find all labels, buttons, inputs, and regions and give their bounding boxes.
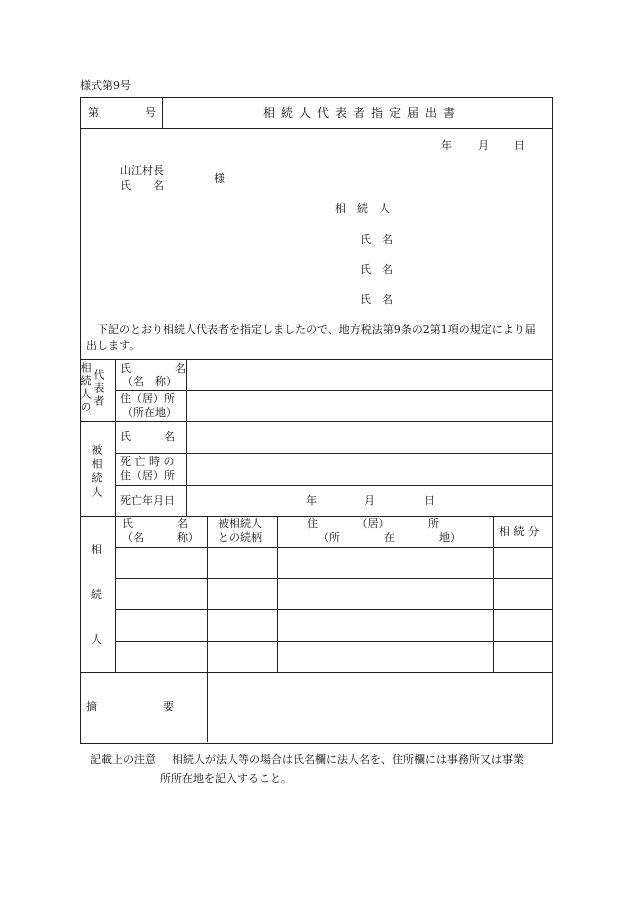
section-line-1 xyxy=(80,359,552,360)
heirs-header-address-2: （所 在 地） xyxy=(318,531,461,544)
section-line-4 xyxy=(80,672,552,673)
death-date-label: 死亡年月日 xyxy=(120,494,175,507)
header-go: 号 xyxy=(145,106,156,119)
note-line2: 所所在地を記入すること。 xyxy=(160,772,292,785)
deceased-name-label: 氏 名 xyxy=(120,430,175,443)
rep-label-col1: 相続人の xyxy=(79,362,92,414)
value-col-line xyxy=(186,359,187,516)
heirs-header-relation-1: 被相続人 xyxy=(218,517,262,530)
header-bottom-line xyxy=(80,128,552,129)
heirs-row-line-4 xyxy=(115,641,552,642)
submitter-name-2: 氏 名 xyxy=(360,263,393,276)
heirs-side-char-3: 人 xyxy=(91,633,102,646)
heirs-header-relation-2: との続柄 xyxy=(218,531,262,544)
date-year: 年 xyxy=(441,139,452,152)
heirs-header-address-1: 住 （居） 所 xyxy=(307,517,439,530)
rep-address-line1: 住（居）所 xyxy=(120,392,175,405)
date-day: 日 xyxy=(514,139,525,152)
addressee-sama: 様 xyxy=(214,172,225,185)
heirs-row-line-2 xyxy=(115,578,552,579)
deceased-address-line1: 死 亡 時 の xyxy=(120,455,175,468)
heirs-col-line-2 xyxy=(277,516,278,672)
rep-name-line1: 氏 名 xyxy=(120,362,186,375)
declaration-text: 下記のとおり相続人代表者を指定しましたので、地方税法第9条の2第1項の規定により届出します。 xyxy=(86,323,536,352)
deceased-address-line2: 住（居）所 xyxy=(120,469,175,482)
death-date-month: 月 xyxy=(364,494,375,507)
rep-address-line2: （所在地） xyxy=(122,406,177,419)
note-label: 記載上の注意 xyxy=(90,753,156,766)
heirs-side-char-2: 続 xyxy=(91,588,102,601)
death-date-year: 年 xyxy=(306,494,317,507)
heirs-col-line-3 xyxy=(493,516,494,672)
heirs-header-name-2: （名 称） xyxy=(122,531,199,544)
form-title: 相続人代表者指定届出書 xyxy=(263,106,462,120)
heirs-side-char-1: 相 xyxy=(91,543,102,556)
label-col-line xyxy=(115,359,116,672)
deceased-label: 被相続人 xyxy=(90,444,103,500)
section-line-2 xyxy=(80,421,552,422)
heirs-col-line-1 xyxy=(207,516,208,742)
heirs-header-share: 相 続 分 xyxy=(499,525,539,538)
heirs-row-line-1 xyxy=(115,547,552,548)
death-date-day: 日 xyxy=(424,494,435,507)
form-number: 様式第9号 xyxy=(80,79,131,92)
addressee-line2: 氏 名 xyxy=(120,179,164,192)
rep-label-col2: 代表者 xyxy=(92,369,105,408)
submitter-name-3: 氏 名 xyxy=(360,293,393,306)
heirs-row-line-3 xyxy=(115,609,552,610)
heirs-header-name-1: 氏 名 xyxy=(122,517,188,530)
rep-name-line2: （名 称） xyxy=(122,375,177,388)
submitter-name-1: 氏 名 xyxy=(360,233,393,246)
date-month: 月 xyxy=(478,139,489,152)
addressee-line1: 山江村長 xyxy=(120,164,164,177)
deceased-line-1 xyxy=(115,453,552,454)
deceased-line-2 xyxy=(115,485,552,486)
submitter-label: 相 続 人 xyxy=(335,202,390,215)
rep-mid-line xyxy=(115,390,552,391)
header-dai: 第 xyxy=(88,106,99,119)
note-line1: 相続人が法人等の場合は氏名欄に法人名を、住所欄には事務所又は事業 xyxy=(172,753,524,766)
remarks-label: 摘 要 xyxy=(86,700,174,713)
header-divider xyxy=(162,97,163,129)
